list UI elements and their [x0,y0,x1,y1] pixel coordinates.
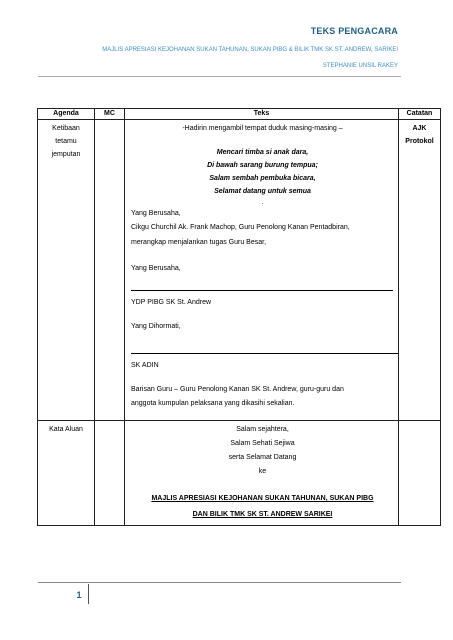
welcome-line: Salam sejahtera, [236,426,289,433]
greeting-text: Yang Berusaha, [131,210,181,217]
greeting-text: Yang Berusaha, [131,265,181,272]
catatan-cell [399,120,441,421]
catatan-text: AJK [412,125,427,132]
agenda-text: jemputan [51,151,81,158]
event-title: DAN BILIK TMK SK ST. ANDREW SARIKEI [192,511,333,518]
header-teks: Teks [125,109,399,120]
dot: . [261,199,264,206]
header-divider [38,76,401,77]
welcome-line: ke [258,468,267,475]
table-header-row [38,109,441,120]
greeting-text: Yang Dihormati, [131,323,181,330]
header-catatan: Catatan [399,109,441,120]
agenda-cell [38,421,95,526]
welcome-line: serta Selamat Datang [228,454,297,461]
stage-instruction: -Hadirin mengambil tempat duduk masing-masing – [182,125,343,132]
catatan-cell [399,421,441,526]
table-row [38,120,441,421]
header-mc: MC [95,109,125,120]
footer-divider [38,582,401,583]
page-number-bar [88,584,89,604]
agenda-cell [38,120,95,421]
greeting-text: Barisan Guru – Guru Penolong Kanan SK St. Andrew, guru-guru dan [131,386,344,393]
pantun-line: Di bawah sarang burung tempua; [207,162,318,169]
guest-name: SK ADIN [131,362,159,369]
welcome-line: Salam Sehati Sejiwa [230,440,295,447]
mc-cell [95,421,125,526]
agenda-text: Kata Aluan [49,426,83,433]
agenda-text: tetamu [55,138,77,145]
event-title: MAJLIS APRESIASI KEJOHANAN SUKAN TAHUNAN, SUKAN PIBG [151,495,374,502]
page-number: 1 [76,590,82,600]
guest-role: merangkap menjalankan tugas Guru Besar, [131,239,267,246]
pantun-line: Mencari timba si anak dara, [216,149,309,156]
header-agenda: Agenda [38,109,95,120]
script-table [37,108,441,526]
catatan-text: Protokol [405,138,434,145]
greeting-text: anggota kumpulan pelaksana yang dikasihi sekalian. [131,400,295,407]
pantun-line: Selamat datang untuk semua [214,188,311,195]
agenda-text: Ketibaan [52,125,80,132]
teks-cell [125,421,399,526]
pantun-line: Salam sembah pembuka bicara, [209,175,316,182]
document-title: TEKS PENGACARA [310,26,398,36]
guest-name: Cikgu Churchil Ak. Frank Machop, Guru Penolong Kanan Pentadbiran, [131,224,350,231]
document-author: STEPHANIE UNSIL RAKEY [322,63,398,69]
mc-cell [95,120,125,421]
guest-name: YDP PIBG SK St. Andrew [131,299,212,306]
teks-cell [125,120,399,421]
table-row [38,421,441,526]
document-subtitle: MAJLIS APRESIASI KEJOHANAN SUKAN TAHUNAN, SUKAN PIBG & BILIK TMK SK ST. ANDREW, SARIKEI [102,47,398,53]
